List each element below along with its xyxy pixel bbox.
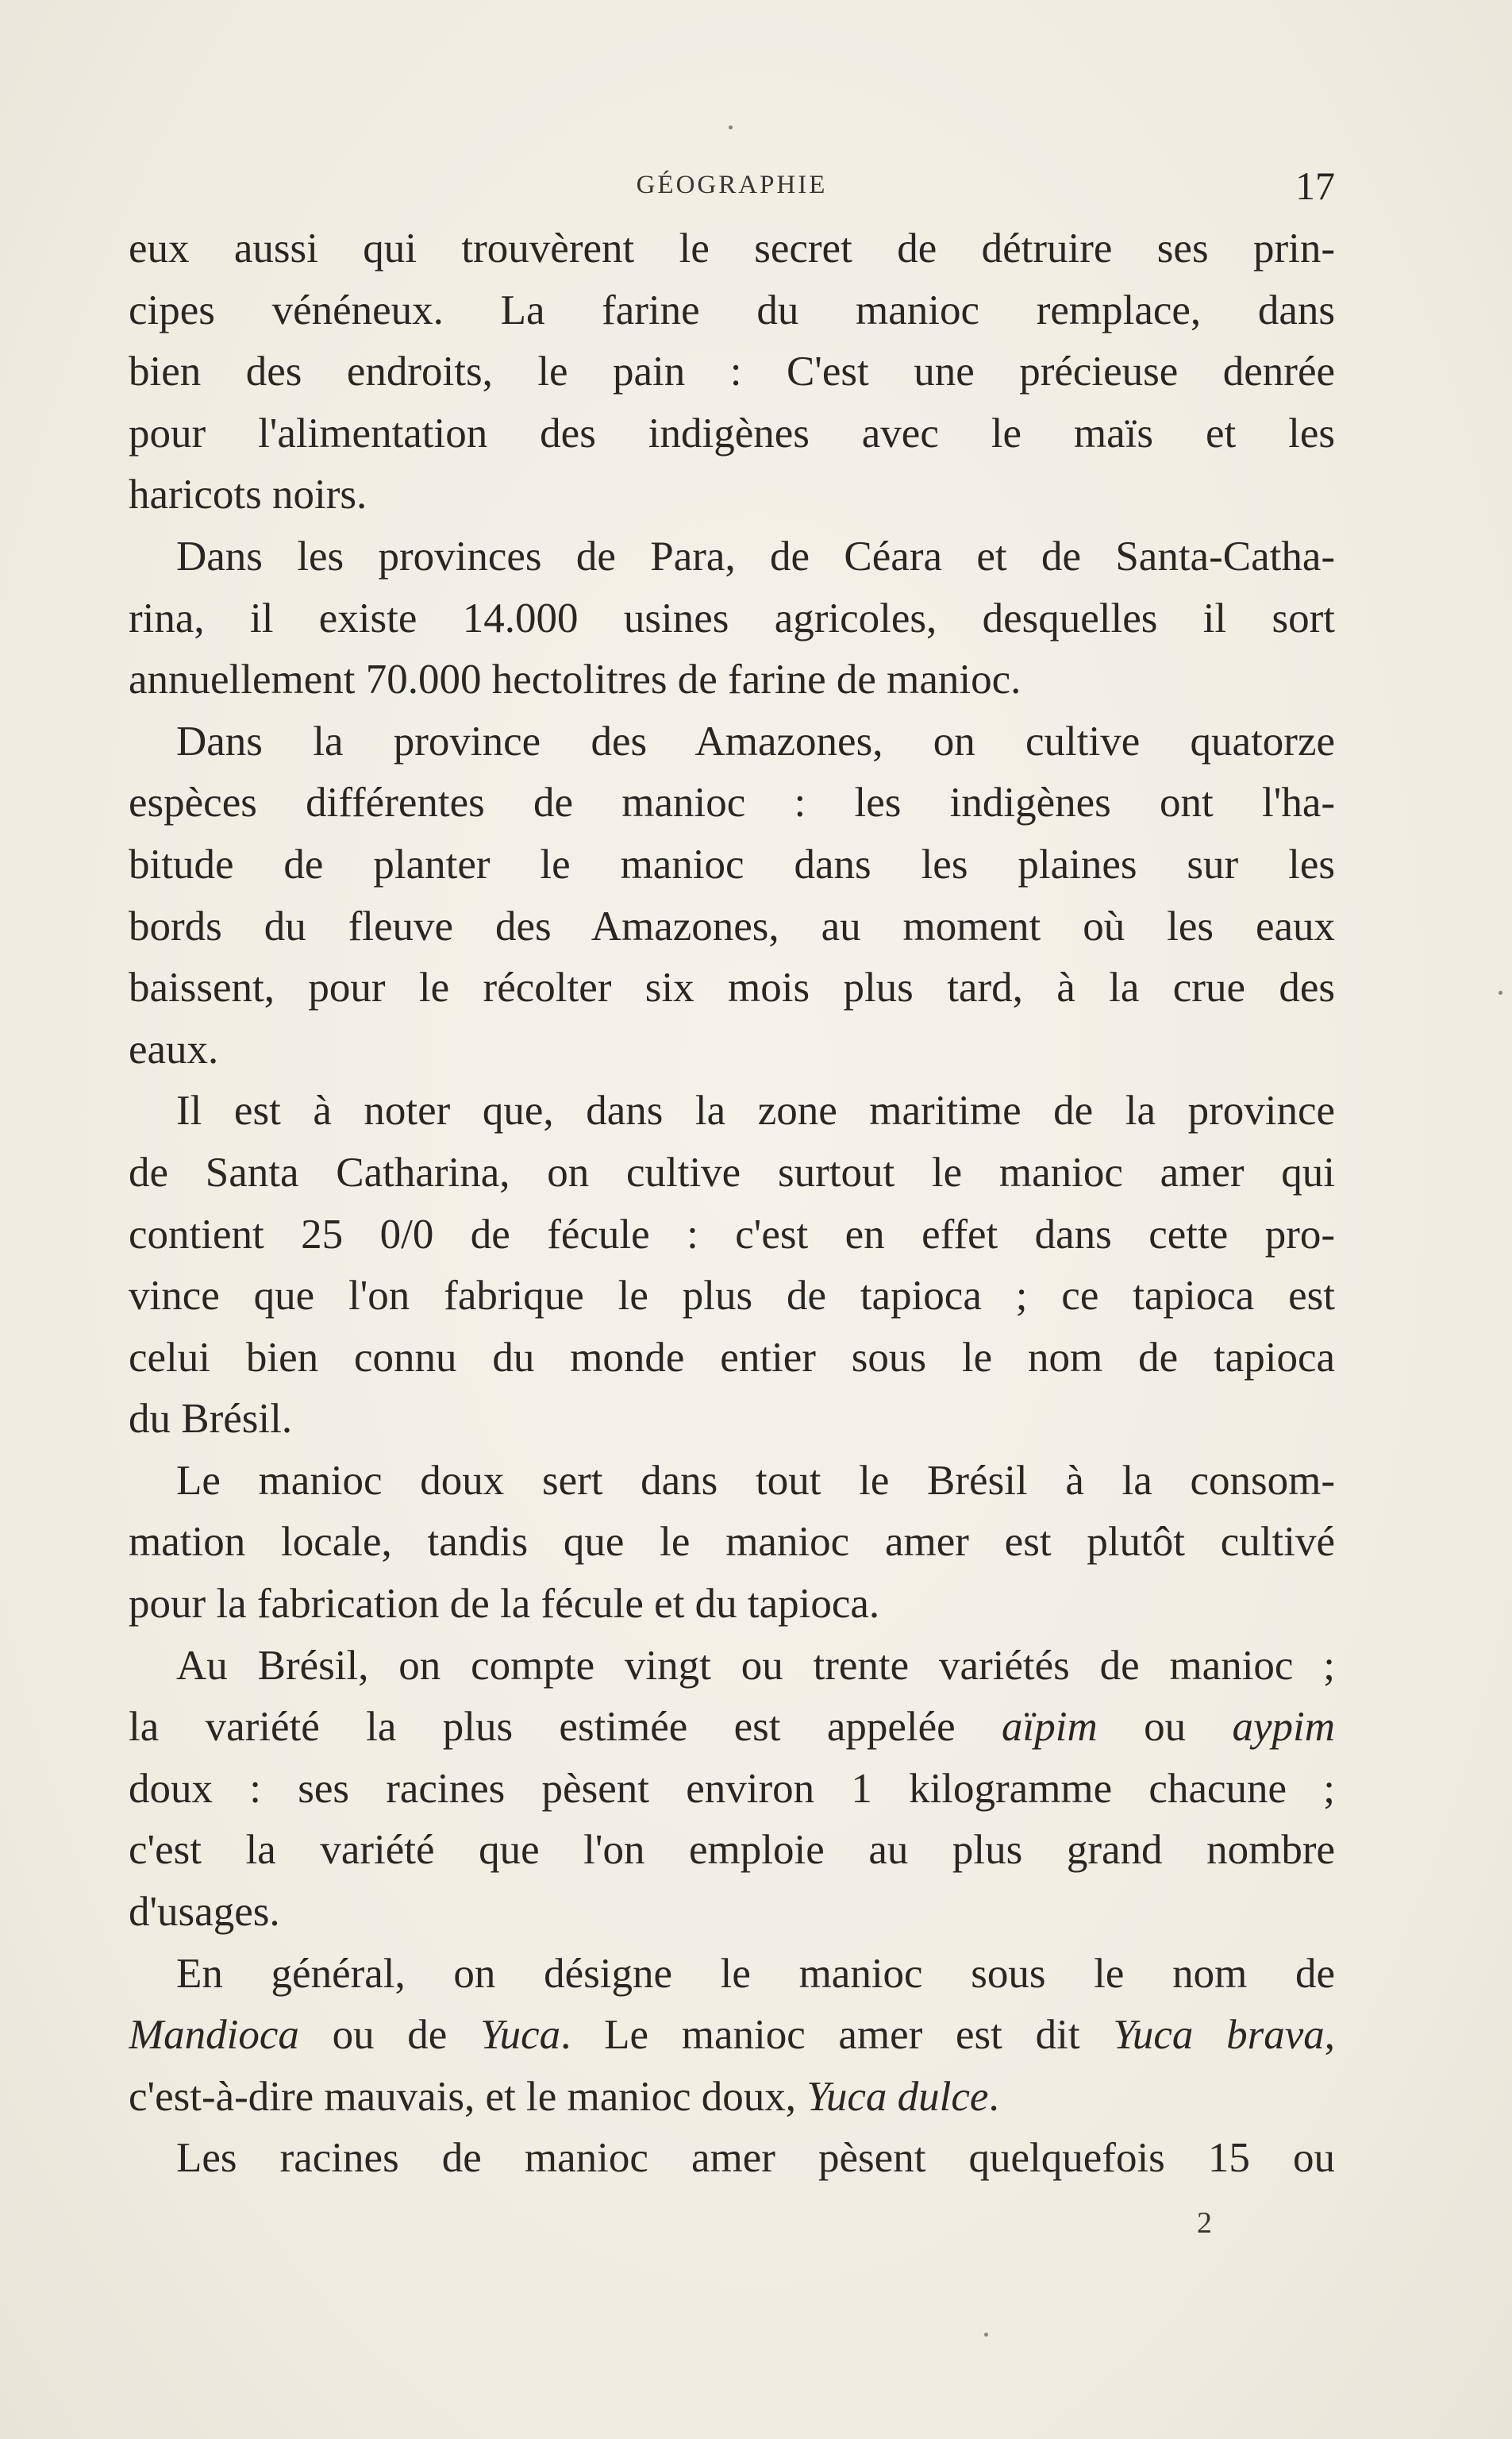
text-line: c'est la variété que l'on emploie au plus grand nombre <box>129 1827 1335 1874</box>
text-line: rina, il existe 14.000 usines agricoles, desquelles il sort <box>129 595 1335 642</box>
text-line: Dans la province des Amazones, on cultive quatorze <box>176 718 1335 765</box>
text-line: eux aussi qui trouvèrent le secret de détruire ses prin- <box>129 225 1335 272</box>
text-line: Mandioca ou de Yuca. Le manioc amer est dit Yuca brava, <box>129 2012 1335 2059</box>
body-text <box>129 218 1335 2190</box>
text-line: Dans les provinces de Para, de Céara et de Santa-Catha- <box>176 533 1335 580</box>
signature-mark: 2 <box>1197 2206 1212 2240</box>
text-line: c'est-à-dire mauvais, et le manioc doux, Yuca dulce. <box>129 2073 999 2120</box>
italic-term: aïpim <box>1002 1704 1098 1751</box>
text-line: bords du fleuve des Amazones, au moment où les eaux <box>129 903 1335 950</box>
text-line: mation locale, tandis que le manioc amer est plutôt cultivé <box>129 1519 1335 1566</box>
text-line: du Brésil. <box>129 1396 293 1443</box>
running-head: GÉOGRAPHIE <box>636 171 828 199</box>
text-line: celui bien connu du monde entier sous le nom de tapioca <box>129 1334 1335 1381</box>
text-line: pour l'alimentation des indigènes avec le maïs et les <box>129 410 1335 457</box>
text-line: Il est à noter que, dans la zone maritime de la province <box>176 1088 1335 1135</box>
text-line: bien des endroits, le pain : C'est une précieuse denrée <box>129 349 1335 395</box>
text-line: d'usages. <box>129 1889 280 1936</box>
paper-speck <box>729 125 733 129</box>
paper-speck <box>984 2333 988 2337</box>
text-line: de Santa Catharina, on cultive surtout le manioc amer qui <box>129 1149 1335 1196</box>
text-line: haricots noirs. <box>129 472 367 518</box>
italic-term: Yuca <box>480 2012 561 2059</box>
paper-speck <box>1499 991 1502 995</box>
italic-term: Yuca brava <box>1113 2012 1325 2059</box>
italic-term: Yuca dulce <box>806 2073 989 2120</box>
italic-term: aypim <box>1232 1704 1335 1751</box>
text-line: annuellement 70.000 hectolitres de farine de manioc. <box>129 657 1021 703</box>
italic-term: Mandioca <box>129 2012 299 2059</box>
text-line: contient 25 0/0 de fécule : c'est en effet dans cette pro- <box>129 1211 1335 1258</box>
text-line: Le manioc doux sert dans tout le Brésil à la consom- <box>176 1457 1335 1504</box>
text-line: vince que l'on fabrique le plus de tapioca ; ce tapioca est <box>129 1273 1335 1320</box>
text-line: Les racines de manioc amer pèsent quelquefois 15 ou <box>176 2135 1335 2182</box>
text-line: baissent, pour le récolter six mois plus tard, à la crue des <box>129 965 1335 1011</box>
text-line: bitude de planter le manioc dans les plaines sur les <box>129 841 1335 888</box>
page-header <box>129 163 1335 210</box>
text-line: eaux. <box>129 1026 219 1073</box>
text-line: la variété la plus estimée est appelée aïpim ou aypim <box>129 1704 1335 1751</box>
text-line: doux : ses racines pèsent environ 1 kilogramme chacune ; <box>129 1765 1335 1812</box>
text-line: cipes vénéneux. La farine du manioc remplace, dans <box>129 287 1335 333</box>
text-line: En général, on désigne le manioc sous le nom de <box>176 1950 1335 1997</box>
page-number: 17 <box>1295 164 1335 208</box>
text-line: Au Brésil, on compte vingt ou trente variétés de manioc ; <box>176 1642 1335 1689</box>
text-line: espèces différentes de manioc : les indigènes ont l'ha- <box>129 780 1335 826</box>
text-line: pour la fabrication de la fécule et du tapioca. <box>129 1581 880 1628</box>
